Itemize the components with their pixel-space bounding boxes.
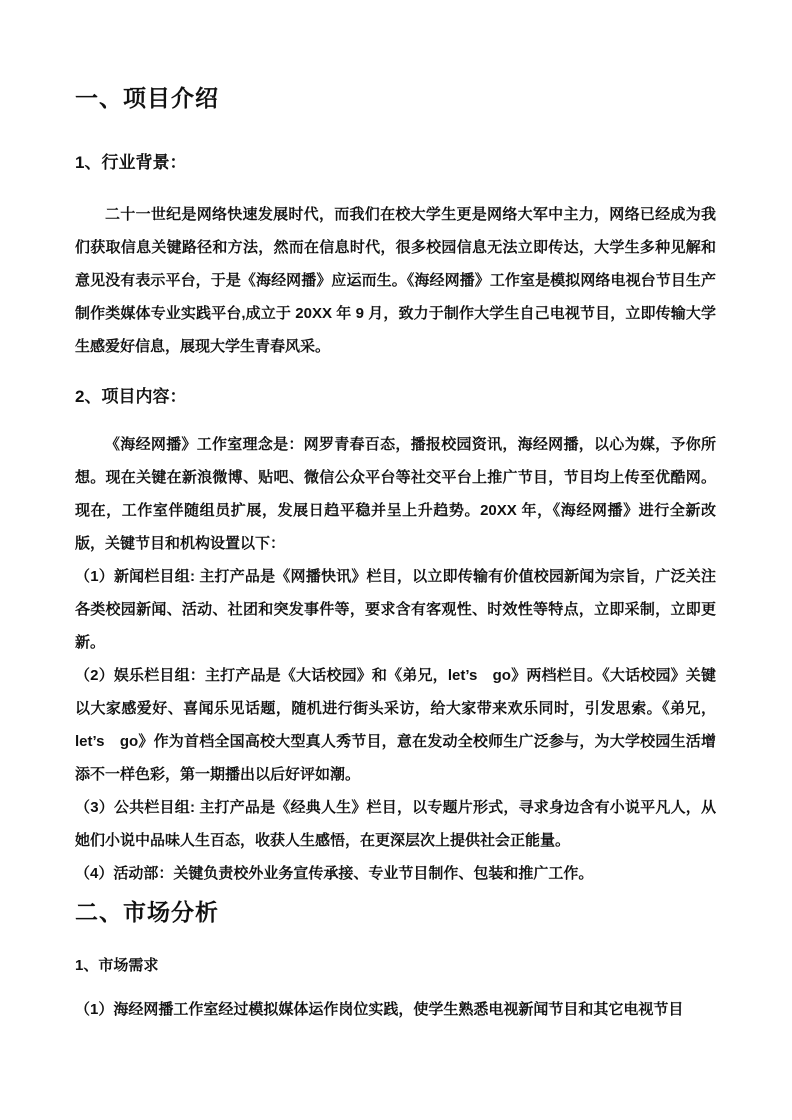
heading-market-demand: 1、市场需求 [75, 956, 159, 974]
para-industry-background: 二十一世纪是网络快速发展时代，而我们在校大学生更是网络大军中主力，网络已经成为我们获取信息关键路径和方法，然而在信息时代，很多校园信息无法立即传达，大学生多种见解和意见没有表示平台，于是《海经网播》应运而生。《海经网播》工作室是模拟网络电视台节目生产制作类媒体专业实践平台,成立于 20XX 年 9 月，致力于制作大学生自己电视节目，立即传输大学生感爱好信息，展现大学生青春风采。 [75, 205, 716, 355]
para-project-concept: 《海经网播》工作室理念是：网罗青春百态，播报校园资讯，海经网播，以心为媒，予你所想。现在关键在新浪微博、贴吧、微信公众平台等社交平台上推广节目，节目均上传至优酷网。现在，工作室伴随组员扩展，发展日趋平稳并呈上升趋势。20XX 年，《海经网播》进行全新改版，关键节目和机构设置以下： [75, 436, 716, 553]
heading-project-intro: 一、项目介绍 [75, 85, 219, 111]
heading-project-content: 2、项目内容： [75, 386, 187, 406]
heading-market-analysis: 二、市场分析 [75, 899, 219, 926]
para-public-group: （3）公共栏目组: 主打产品是《经典人生》栏目，以专题片形式，寻求身边含有小说平凡人，从她们小说中品味人生百态，收获人生感悟，在更深层次上提供社会正能量。 [75, 799, 716, 850]
para-entertainment-group: （2）娱乐栏目组：主打产品是《大话校园》和《弟兄，let’s go》两档栏目。《大话校园》关键以大家感爱好、喜闻乐见话题，随机进行街头采访，给大家带来欢乐同时，引发思索。《弟兄，let’s go》作为首档全国高校大型真人秀节目，意在发动全校师生广泛参与，为大学校园生活增添不一样色彩，第一期播出以后好评如潮。 [75, 667, 716, 784]
para-market-demand-1: （1）海经网播工作室经过模拟媒体运作岗位实践，使学生熟悉电视新闻节目和其它电视节目 [75, 1001, 684, 1019]
heading-industry-background: 1、行业背景： [75, 152, 187, 172]
para-news-group: （1）新闻栏目组: 主打产品是《网播快讯》栏目，以立即传输有价值校园新闻为宗旨，广泛关注各类校园新闻、活动、社团和突发事件等，要求含有客观性、时效性等特点，立即采制，立即更新。 [75, 568, 716, 652]
para-activity-dept: （4）活动部：关键负责校外业务宣传承接、专业节目制作、包装和推广工作。 [75, 865, 594, 883]
